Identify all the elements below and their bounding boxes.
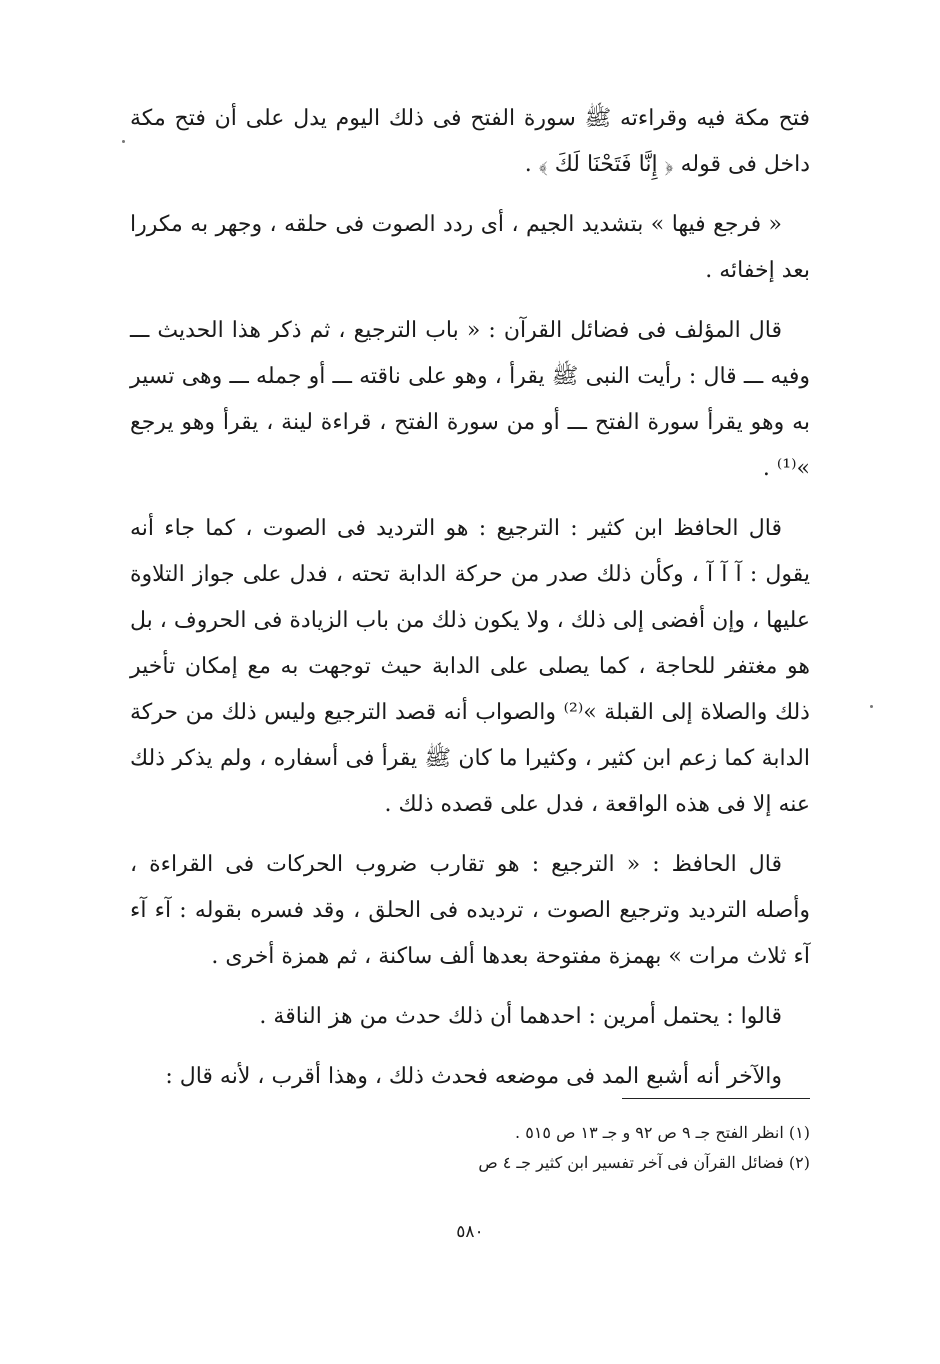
paragraph-6: قالوا : يحتمل أمرين : احدهما أن ذلك حدث من هز الناقة . [259, 1004, 782, 1029]
scan-speck [870, 705, 873, 708]
footnote-separator [622, 1098, 810, 1099]
footnote-2: (٢) فضائل القرآن فى آخر تفسير ابن كثير جـ ٤ ص [478, 1153, 810, 1172]
footnote-1: (١) انظر الفتح جـ ٩ ص ٩٢ و جـ ١٣ ص ٥١٥ . [515, 1123, 810, 1142]
page-number: ٥٨٠ [456, 1222, 484, 1242]
body-text [130, 96, 810, 1114]
paragraph-4: قال الحافظ ابن كثير : الترجيع : هو الترديد فى الصوت ، كما جاء أنه يقول : آ آ آ ، وكأن ذلك صدر من حركة الدابة تحته ، فدل على جواز التلاوة عليها ، وإن أفضى إلى ذلك ، ولا يكون ذلك من باب الزيادة فى الحروف ، بل هو مغتفر للحاجة ، كما يصلى على الدابة حيث توجهت به مع إمكان تأخير ذلك والصلاة إلى القبلة »⁽²⁾ والصواب أنه قصد الترجيع وليس ذلك من حركة الدابة كما زعم ابن كثير ، وكثيرا ما كان ﷺ يقرأ فى أسفاره ، ولم يذكر ذلك عنه إلا فى هذه الواقعة ، فدل على قصده ذلك . [130, 516, 810, 817]
paragraph-3: قال المؤلف فى فضائل القرآن : « باب الترجيع ، ثم ذكر هذا الحديث ـــ وفيه ـــ قال : رأيت النبى ﷺ يقرأ ، وهو على ناقته ـــ أو جمله ـــ وهى تسير به وهو يقرأ سورة الفتح ـــ أو من سورة الفتح ، قراءة لينة ، يقرأ وهو يرجع »⁽¹⁾ . [130, 318, 810, 481]
paragraph-2: « فرجع فيها » بتشديد الجيم ، أى ردد الصوت فى حلقه ، وجهر به مكررا بعد إخفائه . [130, 212, 810, 283]
footnotes [130, 1118, 810, 1178]
paragraph-1: فتح مكة فيه وقراءته ﷺ سورة الفتح فى ذلك اليوم يدل على أن فتح مكة داخل فى قوله ﴿ إِنَّا فَتَحْنَا لَكَ ﴾ . [130, 106, 810, 177]
paragraph-5: قال الحافظ : « الترجيع : هو تقارب ضروب الحركات فى القراءة ، وأصله الترديد وترجيع الصوت ، ترديده فى الحلق ، وقد فسره بقوله : آء آء آء ثلاث مرات » بهمزة مفتوحة بعدها ألف ساكنة ، ثم همزة أخرى . [130, 852, 810, 969]
paragraph-7: والآخر أنه أشبع المد فى موضعه فحدث ذلك ، وهذا أقرب ، لأنه قال : [165, 1064, 782, 1089]
scan-speck [122, 140, 125, 143]
